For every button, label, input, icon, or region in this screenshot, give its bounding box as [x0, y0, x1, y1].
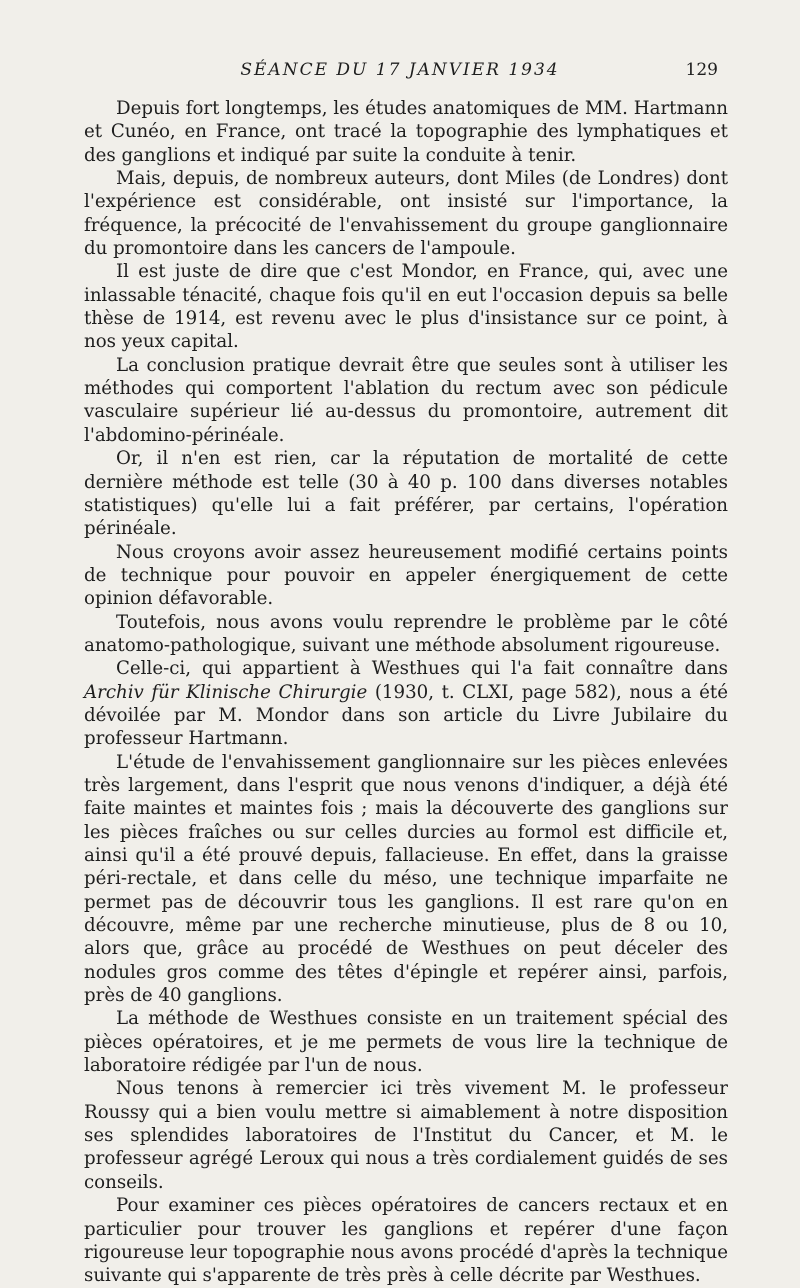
paragraph: Nous croyons avoir assez heureusement modifié certains points de technique pour pouvoir en appeler énergiquement de cette opinion défavorable.: [84, 541, 728, 610]
paragraph: L'étude de l'envahissement ganglionnaire sur les pièces enlevées très largement, dans l'esprit que nous venons d'indiquer, a déjà été faite maintes et maintes fois ; mais la découverte des ganglions sur les pièces fraîches ou sur celles durcies au formol est difficile et, ainsi qu'il a été prouvé depuis, fallacieuse. En effet, dans la graisse péri-rectale, et dans celle du méso, une technique imparfaite ne permet pas de découvrir tous les ganglions. Il est rare qu'on en découvre, même par une recherche minutieuse, plus de 8 ou 10, alors que, grâce au procédé de Westhues on peut déceler des nodules gros comme des têtes d'épingle et repérer ainsi, parfois, près de 40 ganglions.: [84, 751, 728, 1007]
paragraph-text: Celle-ci, qui appartient à Westhues qui l'a fait connaître dans: [116, 658, 728, 680]
paragraph: Depuis fort longtemps, les études anatomiques de MM. Hartmann et Cunéo, en France, ont tracé la topographie des lymphatiques et des ganglions et indiqué par suite la conduite à tenir.: [84, 98, 728, 166]
paragraph: La méthode de Westhues consiste en un traitement spécial des pièces opératoires, et je me permets de vous lire la technique de laboratoire rédigée par l'un de nous.: [84, 1008, 728, 1077]
paragraph: La conclusion pratique devrait être que seules sont à utiliser les méthodes qui comportent l'ablation du rectum avec son pédicule vasculaire supérieur lié au-dessus du promontoire, autrement dit l'abdomino-périnéale.: [84, 354, 728, 446]
paragraph: Nous tenons à remercier ici très vivement M. le professeur Roussy qui a bien voulu mettre si aimablement à notre disposition ses splendides laboratoires de l'Institut du Cancer, et M. le professeur agrégé Leroux qui nous a très cordialement guidés de ses conseils.: [84, 1078, 728, 1193]
paragraph-text: (1930, t. CLXI, page 582), nous a été dévoilée par M. Mondor dans son article du Livre Jubilaire du professeur Hartmann.: [84, 681, 728, 750]
running-title: SÉANCE DU 17 JANVIER 1934: [240, 60, 560, 80]
page-header: [0, 60, 800, 84]
paragraph: Mais, depuis, de nombreux auteurs, dont Miles (de Londres) dont l'expérience est considérable, ont insisté sur l'importance, la fréquence, la précocité de l'envahissement du groupe ganglionnaire du promontoire dans les cancers de l'ampoule.: [84, 168, 728, 260]
journal-title: Archiv für Klinische Chirurgie: [84, 681, 368, 703]
page-number: 129: [685, 60, 718, 80]
paragraph: Or, il n'en est rien, car la réputation de mortalité de cette dernière méthode est telle (30 à 40 p. 100 dans diverses notables statistiques) qu'elle lui a fait préférer, par certains, l'opération périnéale.: [84, 448, 728, 540]
paragraph: Toutefois, nous avons voulu reprendre le problème par le côté anatomo-pathologique, suivant une méthode absolument rigoureuse.: [84, 611, 728, 656]
body-text: [84, 97, 728, 1288]
paragraph: [84, 657, 728, 750]
paragraph: Pour examiner ces pièces opératoires de cancers rectaux et en particulier pour trouver les ganglions et repérer d'une façon rigoureuse leur topographie nous avons procédé d'après la technique suivante qui s'apparente de très près à celle décrite par Westhues.: [84, 1195, 728, 1287]
paragraph: Il est juste de dire que c'est Mondor, en France, qui, avec une inlassable ténacité, chaque fois qu'il en eut l'occasion depuis sa belle thèse de 1914, est revenu avec le plus d'insistance sur ce point, à nos yeux capital.: [84, 261, 728, 353]
